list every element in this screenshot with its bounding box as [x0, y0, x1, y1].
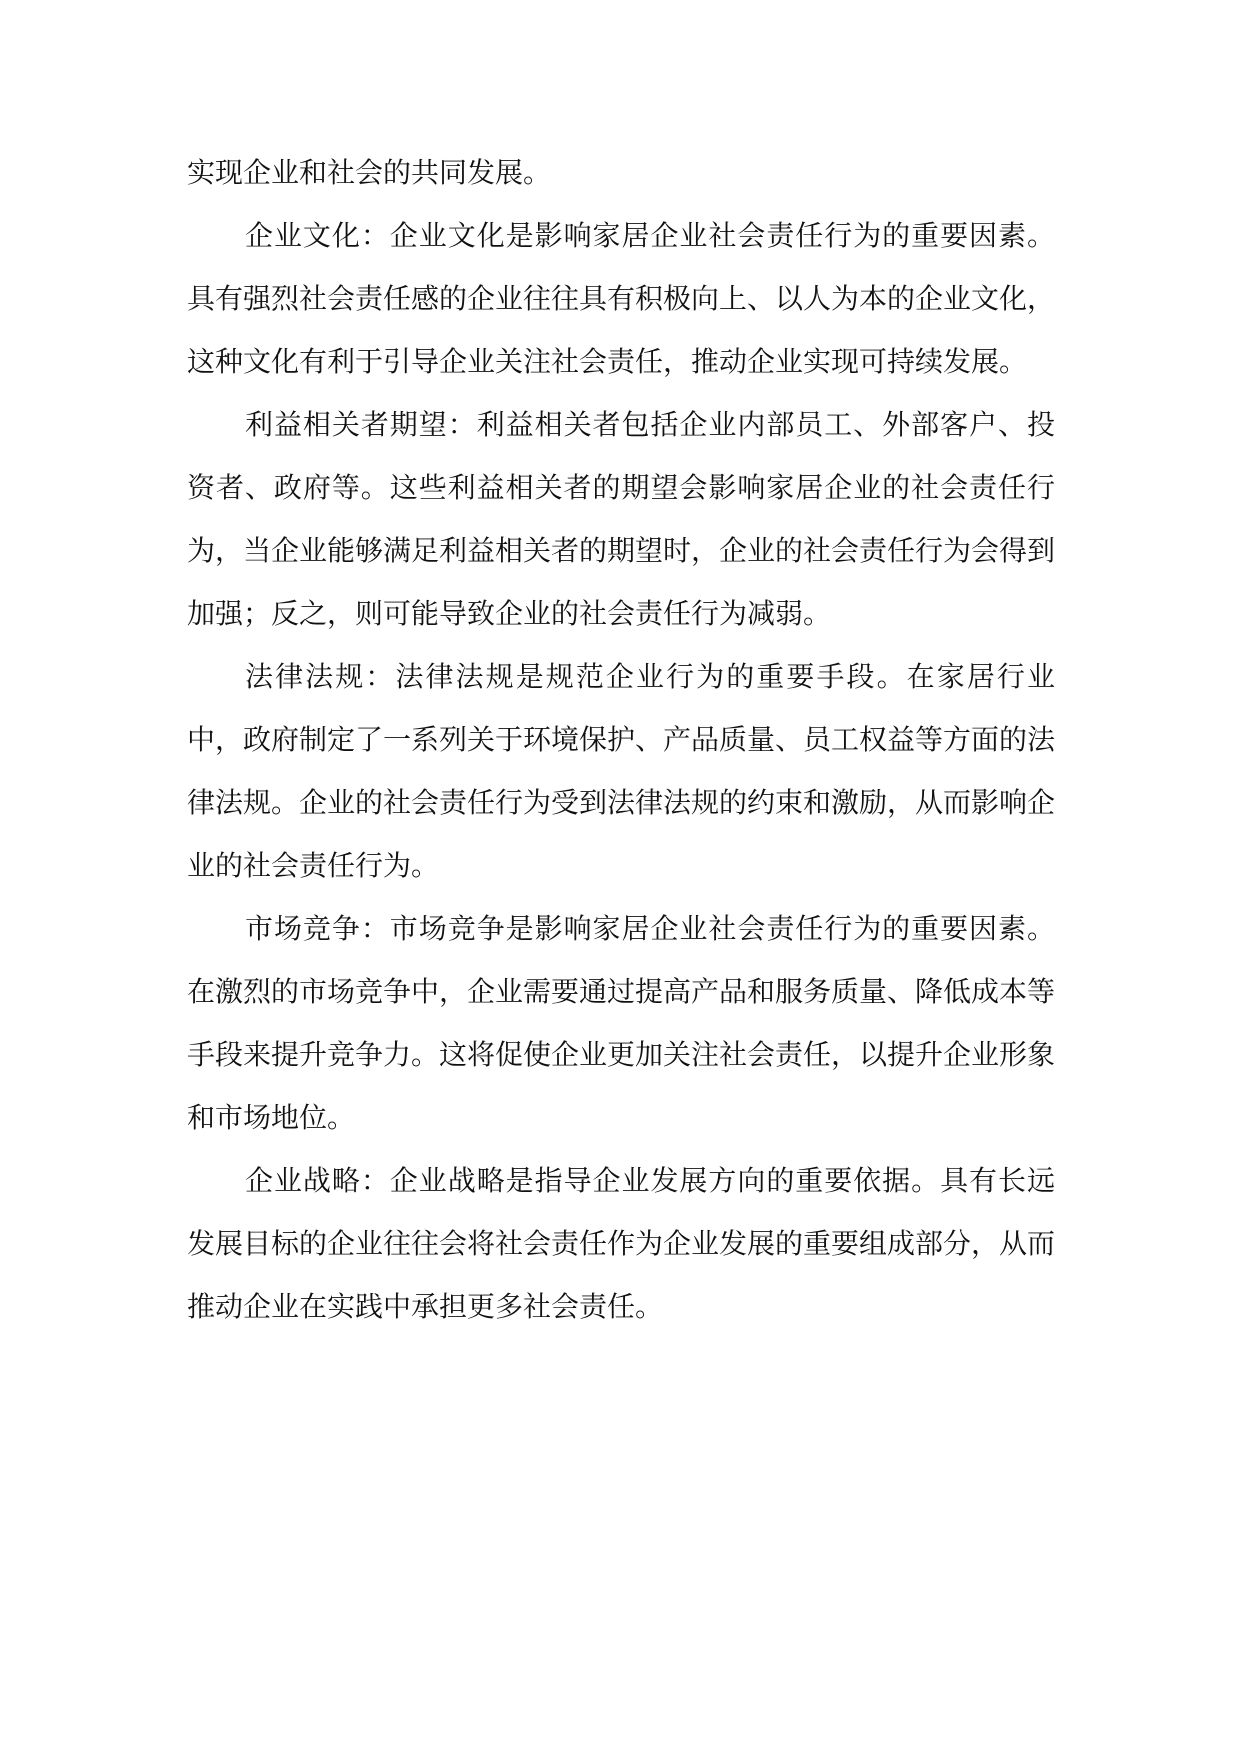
paragraph-stakeholder-expectations: 利益相关者期望：利益相关者包括企业内部员工、外部客户、投资者、政府等。这些利益相关者的期望会影响家居企业的社会责任行为，当企业能够满足利益相关者的期望时，企业的社会责任行为会得到加强；反之，则可能导致企业的社会责任行为减弱。	[187, 408, 1056, 630]
paragraph-continuation: 实现企业和社会的共同发展。	[187, 156, 552, 189]
paragraph-laws-regulations: 法律法规：法律法规是规范企业行为的重要手段。在家居行业中，政府制定了一系列关于环境保护、产品质量、员工权益等方面的法律法规。企业的社会责任行为受到法律法规的约束和激励，从而影响企业的社会责任行为。	[187, 660, 1056, 882]
paragraph-corporate-strategy: 企业战略：企业战略是指导企业发展方向的重要依据。具有长远发展目标的企业往往会将社会责任作为企业发展的重要组成部分，从而推动企业在实践中承担更多社会责任。	[187, 1164, 1056, 1323]
document-body	[187, 141, 1055, 1338]
paragraph-corporate-culture: 企业文化：企业文化是影响家居企业社会责任行为的重要因素。具有强烈社会责任感的企业往往具有积极向上、以人为本的企业文化，这种文化有利于引导企业关注社会责任，推动企业实现可持续发展。	[187, 219, 1056, 378]
paragraph-market-competition: 市场竞争：市场竞争是影响家居企业社会责任行为的重要因素。在激烈的市场竞争中，企业需要通过提高产品和服务质量、降低成本等手段来提升竞争力。这将促使企业更加关注社会责任，以提升企业形象和市场地位。	[187, 912, 1056, 1134]
